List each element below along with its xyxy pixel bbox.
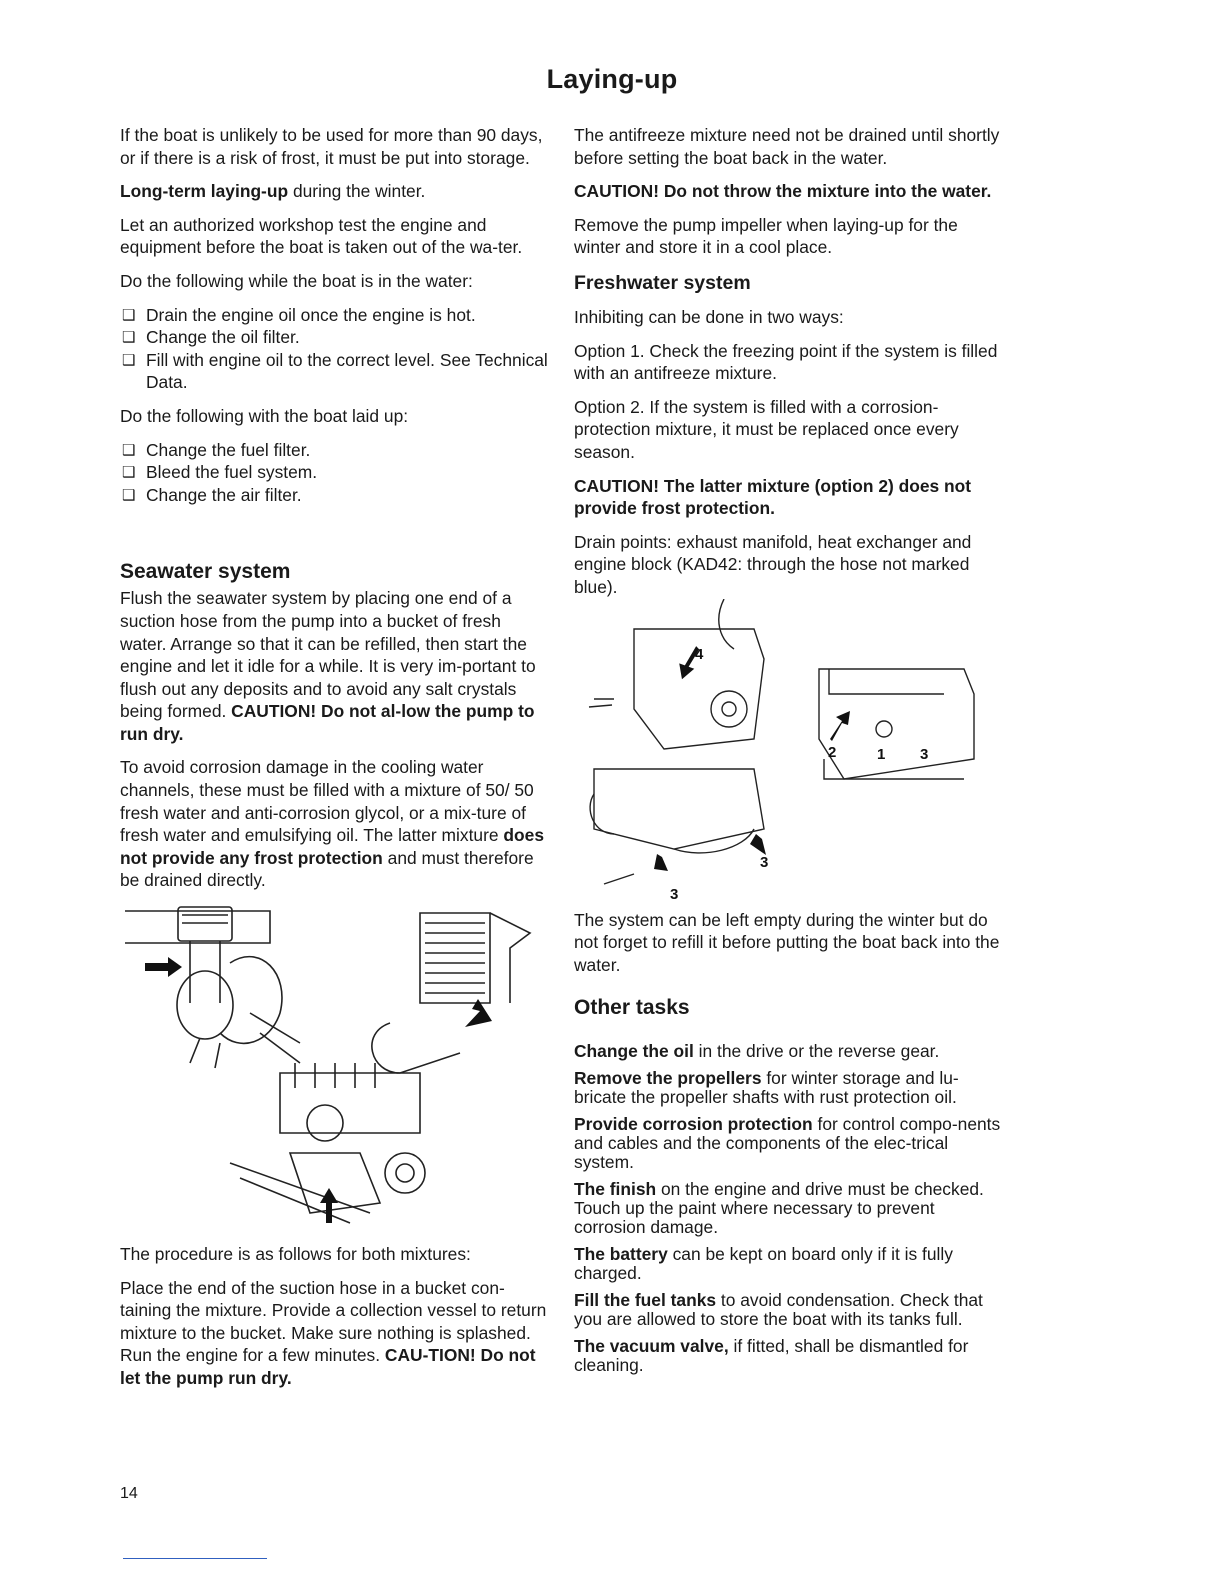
page-number: 14	[120, 1485, 138, 1502]
checkbox-icon: ❑	[122, 329, 136, 347]
checkbox-icon: ❑	[122, 306, 136, 324]
page-title: Laying-up	[546, 64, 678, 94]
workshop-paragraph: Let an authorized workshop test the engine and equipment before the boat is taken out of the wa-ter.	[120, 214, 523, 258]
in-water-intro: Do the following while the boat is in the water:	[120, 270, 473, 291]
seawater-paragraph: Flush the seawater system by placing one end of a suction hose from the pump into a bucket of fresh water. Arrange so that it can be refilled, then start the engine and let it idle for a while. It is very im-portant to flush out any deposits and to avoid any salt crystals being formed. CAUTION! Do not al-low the pump to run dry.	[120, 588, 536, 744]
freshwater-heading: Freshwater system	[574, 271, 751, 294]
figure-label-4: 4	[695, 645, 704, 663]
task-item: The battery can be kept on board only if it is fully charged.	[574, 1244, 953, 1284]
drain-points: Drain points: exhaust manifold, heat exchanger and engine block (KAD42: through the hose not marked blue).	[574, 531, 972, 597]
laid-up-checklist	[120, 439, 548, 507]
checkbox-icon: ❑	[122, 486, 136, 504]
option-2: Option 2. If the system is filled with a corrosion-protection mixture, it must be replaced once every season.	[574, 396, 959, 462]
task-item: Fill the fuel tanks to avoid condensation. Check that you are allowed to store the boat with its tanks full.	[574, 1290, 983, 1330]
task-item: Change the oil in the drive or the reverse gear.	[574, 1041, 940, 1062]
list-item: ❑ Bleed the fuel system.	[120, 461, 548, 484]
seawater-engine-illustration	[120, 903, 540, 1235]
caution-throw: CAUTION! Do not throw the mixture into the water.	[574, 181, 992, 202]
seawater-heading: Seawater system	[120, 560, 291, 584]
corrosion-paragraph: To avoid corrosion damage in the cooling water channels, these must be filled with a mixture of 50/ 50 fresh water and anti-corrosion glycol, or a mix-ture of fresh water and emulsifying oil. The latter mixture does not provide any frost protection and must therefore be drained directly.	[120, 757, 544, 891]
caution-frost: CAUTION! The latter mixture (option 2) does not provide frost protection.	[574, 475, 972, 519]
long-term-paragraph: Long-term laying-up during the winter.	[120, 181, 426, 202]
empty-system-paragraph: The system can be left empty during the winter but do not forget to refill it before putting the boat back into the water.	[574, 909, 1000, 975]
figure-label-2: 2	[828, 743, 837, 761]
freshwater-drain-illustration	[574, 599, 994, 909]
list-item: ❑ Fill with engine oil to the correct level. See Technical Data.	[122, 349, 548, 393]
impeller-paragraph: Remove the pump impeller when laying-up for the winter and store it in a cool place.	[574, 214, 958, 258]
checkbox-icon: ❑	[122, 441, 136, 459]
checkbox-icon: ❑	[122, 351, 136, 369]
footer-rule	[123, 1558, 267, 1559]
option-1: Option 1. Check the freezing point if the system is filled with an antifreeze mixture.	[574, 340, 998, 384]
inhibiting-intro: Inhibiting can be done in two ways:	[574, 306, 844, 327]
intro-paragraph: If the boat is unlikely to be used for more than 90 days, or if there is a risk of frost, it must be put into storage.	[120, 125, 543, 168]
other-tasks-heading: Other tasks	[574, 996, 690, 1020]
procedure-paragraph: Place the end of the suction hose in a bucket con-taining the mixture. Provide a collection vessel to return mixture to the bucket. Make sure nothing is splashed. Run the engine for a few minutes. CAU-TION! Do not let the pump run dry.	[120, 1277, 547, 1388]
left-column	[120, 124, 548, 1401]
figure-label-3-right: 3	[760, 853, 769, 871]
figure-label-1: 1	[877, 745, 886, 763]
task-item: Remove the propellers for winter storage and lu-bricate the propeller shafts with rust protection oil.	[574, 1068, 959, 1108]
list-item: ❑ Change the fuel filter.	[120, 439, 548, 462]
checkbox-icon: ❑	[122, 464, 136, 482]
laid-up-intro: Do the following with the boat laid up:	[120, 405, 409, 426]
list-item: ❑ Change the air filter.	[120, 484, 548, 507]
list-item: ❑ Drain the engine oil once the engine is hot.	[120, 304, 548, 327]
procedure-intro: The procedure is as follows for both mixtures:	[120, 1244, 471, 1265]
antifreeze-paragraph: The antifreeze mixture need not be drained until shortly before setting the boat back in the water.	[574, 125, 1000, 168]
list-item: ❑ Change the oil filter.	[120, 326, 548, 349]
task-item: Provide corrosion protection for control compo-nents and cables and the components of the elec-trical system.	[574, 1114, 1001, 1173]
task-item: The finish on the engine and drive must be checked. Touch up the paint where necessary to prevent corrosion damage.	[574, 1179, 984, 1238]
in-water-checklist	[120, 304, 548, 394]
figure-label-3-bottom: 3	[670, 885, 679, 903]
figure-label-3-top: 3	[920, 745, 929, 763]
task-item: The vacuum valve, if fitted, shall be dismantled for cleaning.	[574, 1336, 969, 1376]
right-column	[574, 124, 1002, 1383]
